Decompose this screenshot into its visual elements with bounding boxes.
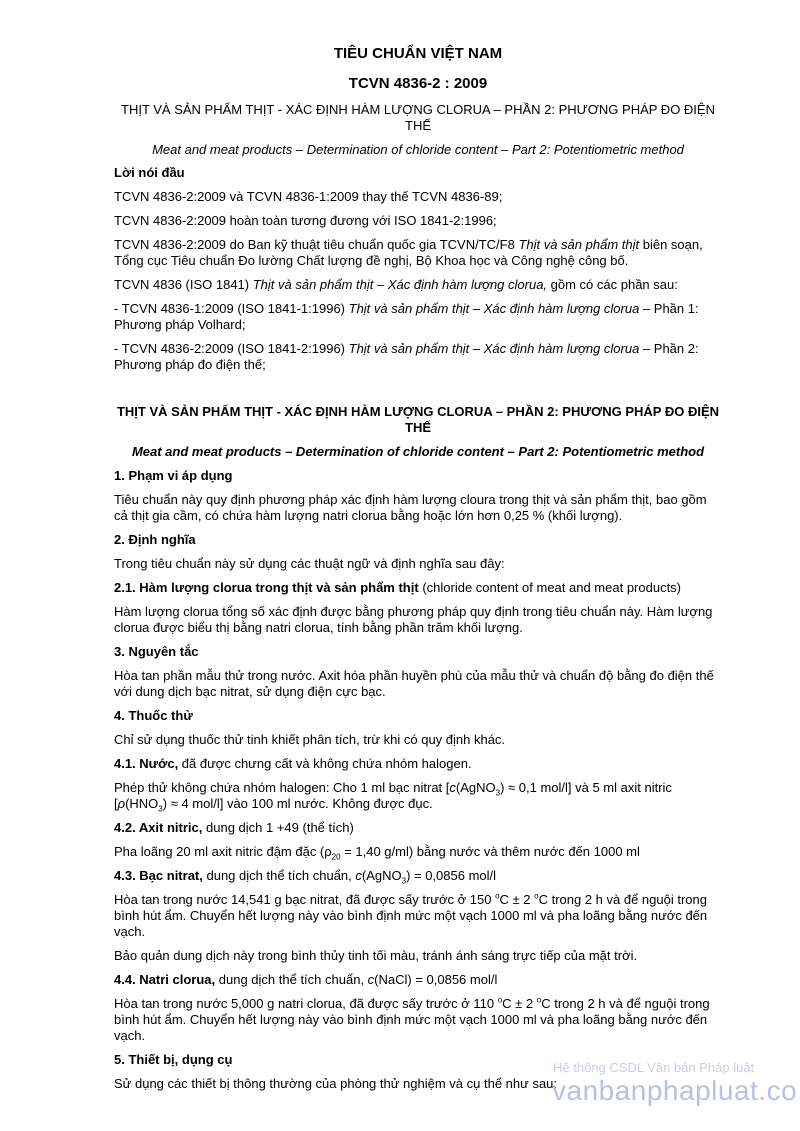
standard-title: TIÊU CHUẨN VIỆT NAM (333, 45, 503, 62)
reagent-silver-nitrate-storage: Bảo quản dung dịch này trong bình thủy tinh tối màu, tránh ánh sáng trực tiếp của mặt trời. (114, 948, 638, 963)
document-page (114, 44, 722, 1100)
standard-name-en: Meat and meat products – Determination of chloride content – Part 2: Potentiometric method (152, 142, 684, 157)
reagent-silver-nitrate: 4.3. Bạc nitrat, dung dịch thể tích chuẩn, c(AgNO$_3$) = 0,0856 mol/l (114, 868, 497, 886)
reagent-nitric-acid: 4.2. Axit nitric, dung dịch 1 +49 (thể tích) (114, 820, 354, 835)
definitions-paragraph: Trong tiêu chuẩn này sử dụng các thuật ngữ và định nghĩa sau đây: (114, 556, 505, 571)
standard-name-vi: THỊT VÀ SẢN PHẨM THỊT - XÁC ĐỊNH HÀM LƯỢNG CLORUA – PHẦN 2: PHƯƠNG PHÁP ĐO ĐIỆN THẾ (121, 102, 715, 133)
definition-paragraph: Hàm lượng clorua tổng số xác định được bằng phương pháp quy định trong tiêu chuẩn này. Hàm lượng clorua được biểu thị bằng natri clorua, tính bằng phần trăm khối lượng. (114, 604, 713, 635)
scope-paragraph: Tiêu chuẩn này quy định phương pháp xác định hàm lượng cloura trong thịt và sản phẩm thịt, bao gồm cả thịt gia cầm, có chứa hàm lượng natri clorua bằng hoặc lớn hơn 0,25 % (khối lượng). (114, 492, 707, 523)
foreword-paragraph: - TCVN 4836-1:2009 (ISO 1841-1:1996) Thịt và sản phẩm thịt – Xác định hàm lượng clorua – Phần 1: Phương pháp Volhard; (114, 301, 699, 332)
foreword-paragraph: TCVN 4836-2:2009 hoàn toàn tương đương với ISO 1841-2:1996; (114, 213, 497, 228)
standard-code: TCVN 4836-2 : 2009 (348, 75, 488, 92)
reagent-silver-nitrate-prep: Hòa tan trong nước 14,541 g bạc nitrat, đã được sấy trước ở 150 $^o$C ± 2 $^o$C trong 2 h và để nguội trong bình hút ẩm. Chuyển hết lượng này vào bình định mức một vạch 1000 ml và pha loãng bằng nước đến vạch. (114, 891, 708, 939)
apparatus-paragraph: Sử dụng các thiết bị thông thường của phòng thử nghiệm và cụ thể như sau: (114, 1076, 558, 1091)
principle-paragraph: Hòa tan phần mẫu thử trong nước. Axit hóa phần huyền phù của mẫu thử và chuẩn độ bằng đo điện thế với dung dịch bạc nitrat, sử dụng điện cực bạc. (114, 668, 714, 699)
reagent-nitric-acid-prep: Pha loãng 20 ml axit nitric đậm đặc ($\rho_{20} = 1,40$ g/ml) bằng nước và thêm nước đến 1000 ml (114, 844, 640, 862)
reagent-water-test: Phép thử không chứa nhóm halogen: Cho 1 ml bạc nitrat [c(AgNO$_3$) ≈ 0,1 mol/l] và 5 ml axit nitric [$\rho(HNO_3) \approx 4$ mol/l] vào 100 ml nước. Không được đục. (114, 780, 672, 814)
reagent-water: 4.1. Nước, đã được chưng cất và không chứa nhóm halogen. (114, 756, 472, 771)
watermark-caption: Hệ thống CSDL Văn bản Pháp luật (553, 1060, 755, 1075)
reagent-sodium-chloride: 4.4. Natri clorua, dung dịch thể tích chuẩn, c(NaCl) = 0,0856 mol/l (114, 972, 498, 987)
foreword-paragraph: TCVN 4836-2:2009 và TCVN 4836-1:2009 thay thế TCVN 4836-89; (114, 189, 503, 204)
body-title-en: Meat and meat products – Determination of chloride content – Part 2: Potentiometric method (131, 444, 705, 459)
section-heading-scope: 1. Phạm vi áp dụng (114, 468, 233, 483)
foreword-heading: Lời nói đầu (114, 165, 185, 180)
foreword-paragraph: TCVN 4836-2:2009 do Ban kỹ thuật tiêu chuẩn quốc gia TCVN/TC/F8 Thịt và sản phẩm thịt biên soạn, Tổng cục Tiêu chuẩn Đo lường Chất lượng đề nghị, Bộ Khoa học và Công nghệ công bố. (114, 237, 703, 268)
section-heading-definitions: 2. Định nghĩa (114, 532, 196, 547)
section-heading-apparatus: 5. Thiết bị, dụng cụ (114, 1052, 233, 1067)
definition-term: 2.1. Hàm lượng clorua trong thịt và sản phẩm thịt (chloride content of meat and meat products) (114, 580, 682, 595)
body-title-vi: THỊT VÀ SẢN PHẨM THỊT - XÁC ĐỊNH HÀM LƯỢNG CLORUA – PHẦN 2: PHƯƠNG PHÁP ĐO ĐIỆN THẾ (116, 404, 720, 435)
section-heading-reagents: 4. Thuốc thử (114, 708, 193, 723)
reagent-sodium-chloride-prep: Hòa tan trong nước 5,000 g natri clorua, đã được sấy trước ở 110 $^o$C ± 2 $^o$C trong 2 h và để nguội trong bình hút ẩm. Chuyển hết lượng này vào bình định mức một vạch 1000 ml và pha loãng bằng nước đến vạch. (114, 995, 710, 1043)
watermark-site: vanbanphapluat.co (552, 1075, 798, 1106)
foreword-paragraph: TCVN 4836 (ISO 1841) Thịt và sản phẩm thịt – Xác định hàm lượng clorua, gồm có các phần sau: (114, 277, 678, 292)
section-heading-principle: 3. Nguyên tắc (114, 644, 199, 659)
foreword-paragraph: - TCVN 4836-2:2009 (ISO 1841-2:1996) Thịt và sản phẩm thịt – Xác định hàm lượng clorua – Phần 2: Phương pháp đo điện thế; (114, 341, 699, 372)
reagents-paragraph: Chỉ sử dụng thuốc thử tinh khiết phân tích, trừ khi có quy định khác. (114, 732, 506, 747)
